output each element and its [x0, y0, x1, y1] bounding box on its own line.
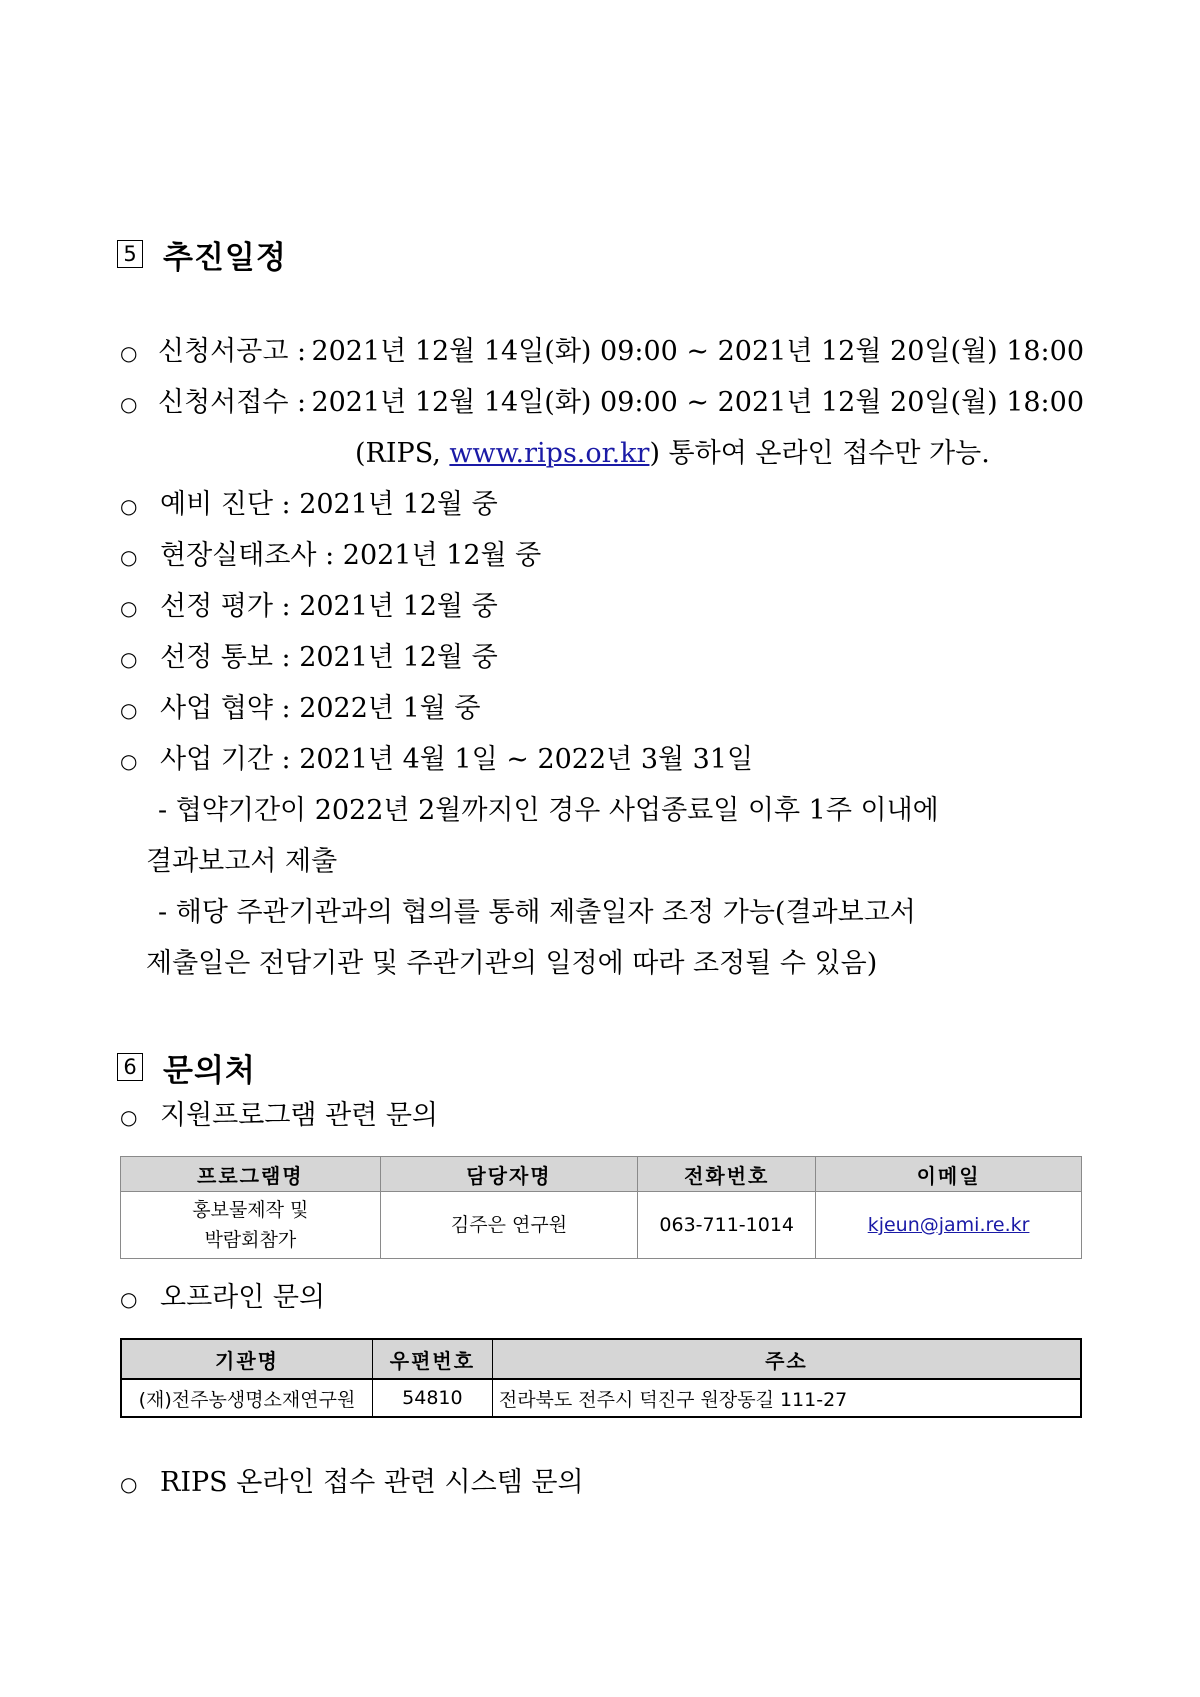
- schedule-label: 선정 평가 :: [160, 591, 291, 622]
- schedule-item: [120, 485, 498, 526]
- phone-cell: 063-711-1014: [638, 1192, 816, 1259]
- program-name-cell: [121, 1192, 381, 1259]
- schedule-value: 2021년 12월 중: [342, 540, 542, 571]
- schedule-item: [120, 332, 160, 373]
- rips-note-suffix: ) 통하여 온라인 접수만 가능.: [649, 438, 990, 469]
- table-header: 기관명: [121, 1339, 372, 1379]
- table-row: [121, 1192, 1082, 1259]
- schedule-label: 예비 진단 :: [160, 489, 291, 520]
- bullet-icon: ○: [120, 1472, 138, 1496]
- rips-note: [355, 434, 990, 474]
- program-name-line: 홍보물제작 및: [192, 1199, 309, 1221]
- table-header: 우편번호: [372, 1339, 492, 1379]
- schedule-item: [120, 587, 498, 628]
- bullet-icon: ○: [120, 545, 138, 569]
- bullet-icon: ○: [120, 392, 138, 416]
- schedule-label: 신청서접수 :: [158, 387, 307, 418]
- schedule-value: 2021년 4월 1일 ~ 2022년 3월 31일: [299, 744, 754, 775]
- table-header: 프로그램명: [121, 1157, 381, 1192]
- schedule-value: 2021년 12월 중: [299, 642, 498, 673]
- schedule-item-text: [158, 332, 1084, 372]
- schedule-value: 2021년 12월 14일(화) 09:00 ~ 2021년 12월 20일(월) 18:00: [311, 387, 1084, 418]
- bullet-icon: ○: [120, 647, 138, 671]
- postal-cell: 54810: [372, 1379, 492, 1417]
- rips-link[interactable]: www.rips.or.kr: [449, 438, 650, 469]
- schedule-item: [120, 638, 498, 679]
- schedule-label: 현장실태조사 :: [160, 540, 335, 571]
- sub-note-line: - 협약기간이 2022년 2월까지인 경우 사업종료일 이후 1주 이내에: [158, 795, 939, 826]
- bullet-icon: ○: [120, 494, 138, 518]
- program-contact-table: [120, 1156, 1082, 1259]
- schedule-item: [120, 536, 541, 577]
- schedule-value: 2021년 12월 14일(화) 09:00 ~ 2021년 12월 20일(월) 18:00: [311, 336, 1084, 367]
- rips-inquiry-item: [120, 1463, 584, 1504]
- program-inquiry-label: 지원프로그램 관련 문의: [160, 1100, 438, 1131]
- table-header: 담당자명: [380, 1157, 638, 1192]
- bullet-icon: ○: [120, 749, 138, 773]
- table-row: [121, 1379, 1081, 1417]
- schedule-item: [120, 740, 753, 781]
- bullet-icon: ○: [120, 1287, 138, 1311]
- schedule-value: 2021년 12월 중: [299, 489, 498, 520]
- table-header: 주소: [492, 1339, 1081, 1379]
- section-title: 추진일정: [163, 239, 287, 276]
- sub-note-line: - 해당 주관기관과의 협의를 통해 제출일자 조정 가능(결과보고서: [158, 897, 916, 928]
- section-number-box: 6: [117, 1053, 143, 1081]
- table-header-row: [121, 1339, 1081, 1379]
- bullet-icon: ○: [120, 1105, 138, 1129]
- bullet-icon: ○: [120, 698, 138, 722]
- email-link[interactable]: kjeun@jami.re.kr: [867, 1214, 1030, 1236]
- bullet-icon: ○: [120, 596, 138, 620]
- offline-contact-table: [120, 1338, 1082, 1418]
- schedule-label: 사업 협약 :: [160, 693, 291, 724]
- program-name-line: 박람회참가: [204, 1229, 297, 1251]
- rips-note-prefix: (RIPS,: [355, 438, 441, 469]
- program-inquiry-item: [120, 1096, 438, 1137]
- schedule-value: 2021년 12월 중: [299, 591, 498, 622]
- offline-inquiry-item: [120, 1278, 325, 1319]
- table-header: 전화번호: [638, 1157, 816, 1192]
- address-cell: 전라북도 전주시 덕진구 원장동길 111-27: [492, 1379, 1081, 1417]
- schedule-label: 선정 통보 :: [160, 642, 291, 673]
- schedule-item: [120, 383, 160, 424]
- schedule-label: 사업 기간 :: [160, 744, 291, 775]
- sub-note-line: 결과보고서 제출: [146, 846, 338, 877]
- schedule-item: [120, 689, 481, 730]
- offline-inquiry-label: 오프라인 문의: [160, 1282, 326, 1313]
- org-cell: (재)전주농생명소재연구원: [121, 1379, 372, 1417]
- email-cell: [816, 1192, 1082, 1259]
- table-header: 이메일: [816, 1157, 1082, 1192]
- table-header-row: [121, 1157, 1082, 1192]
- sub-note-line: 제출일은 전담기관 및 주관기관의 일정에 따라 조정될 수 있음): [146, 948, 878, 979]
- rips-inquiry-label: RIPS 온라인 접수 관련 시스템 문의: [160, 1467, 584, 1498]
- section-title: 문의처: [163, 1052, 256, 1089]
- schedule-item-text: [158, 383, 1084, 423]
- schedule-value: 2022년 1월 중: [299, 693, 481, 724]
- section-number-box: 5: [117, 240, 143, 268]
- section-6-heading: [117, 1047, 256, 1087]
- contact-name-cell: 김주은 연구원: [380, 1192, 638, 1259]
- bullet-icon: ○: [120, 341, 138, 365]
- schedule-label: 신청서공고 :: [158, 336, 307, 367]
- section-5-heading: [117, 234, 287, 274]
